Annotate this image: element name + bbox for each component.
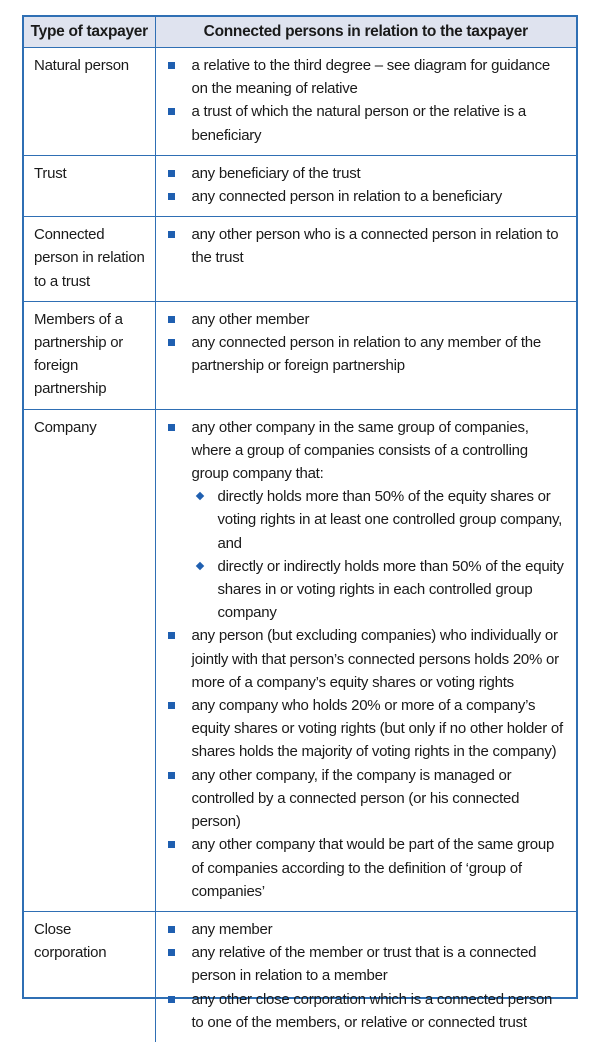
- list-item: [166, 416, 569, 625]
- sub-list-item: directly or indirectly holds more than 50% of the equity shares in or voting rights in each controlled group company: [192, 555, 569, 625]
- bullet-list: [166, 162, 569, 208]
- taxpayer-type: Close corporation: [24, 911, 155, 1042]
- table: [24, 17, 576, 1042]
- connected-persons-cell: [155, 911, 576, 1042]
- connected-persons-cell: [155, 301, 576, 409]
- list-item: a relative to the third degree – see diagram for guidance on the meaning of relative: [166, 54, 569, 100]
- sub-bullet-list: [192, 485, 569, 624]
- row-close-corporation: [24, 911, 576, 1042]
- connected-persons-cell: [155, 217, 576, 302]
- connected-persons-table: [22, 15, 578, 1031]
- sub-list-item: directly holds more than 50% of the equity shares or voting rights in at least one controlled group company, and: [192, 485, 569, 555]
- row-connected-person-trust: [24, 217, 576, 302]
- list-item: any other person who is a connected person in relation to the trust: [166, 223, 569, 269]
- list-item: any other company, if the company is managed or controlled by a connected person (or his connected person): [166, 764, 569, 834]
- taxpayer-type: Connected person in relation to a trust: [24, 217, 155, 302]
- bullet-list: [166, 223, 569, 269]
- connected-persons-cell: [155, 48, 576, 156]
- bullet-list: [166, 416, 569, 903]
- list-item: a trust of which the natural person or the relative is a beneficiary: [166, 100, 569, 146]
- connected-persons-cell: [155, 155, 576, 216]
- list-item: any member: [166, 918, 569, 941]
- row-partnership: [24, 301, 576, 409]
- list-item: any other company that would be part of the same group of companies according to the definition of ‘group of companies’: [166, 833, 569, 903]
- row-company: [24, 409, 576, 911]
- row-trust: [24, 155, 576, 216]
- list-item: any other member: [166, 308, 569, 331]
- bullet-list: [166, 918, 569, 1034]
- list-item: any beneficiary of the trust: [166, 162, 569, 185]
- taxpayer-type: Company: [24, 409, 155, 911]
- list-item: any relative of the member or trust that is a connected person in relation to a member: [166, 941, 569, 987]
- taxpayer-type: Natural person: [24, 48, 155, 156]
- list-item: any other close corporation which is a connected person to one of the members, or relative or connected trust: [166, 988, 569, 1034]
- connected-persons-cell: [155, 409, 576, 911]
- list-item-text: any other company in the same group of companies, where a group of companies consists of a controlling group company that:: [191, 418, 529, 483]
- list-item: any connected person in relation to any member of the partnership or foreign partnership: [166, 331, 569, 377]
- list-item: any company who holds 20% or more of a company’s equity shares or voting rights (but only if no other holder of shares holds the majority of voting rights in the company): [166, 694, 569, 764]
- list-item: any connected person in relation to a beneficiary: [166, 185, 569, 208]
- header-connected-persons: Connected persons in relation to the taxpayer: [155, 17, 576, 48]
- list-item: any person (but excluding companies) who individually or jointly with that person’s connected persons holds 20% or more of a company’s equity shares or voting rights: [166, 624, 569, 694]
- bullet-list: [166, 308, 569, 378]
- taxpayer-type: Members of a partnership or foreign partnership: [24, 301, 155, 409]
- bullet-list: [166, 54, 569, 147]
- header-type-of-taxpayer: Type of taxpayer: [24, 17, 155, 48]
- row-natural-person: [24, 48, 576, 156]
- header-row: [24, 17, 576, 48]
- taxpayer-type: Trust: [24, 155, 155, 216]
